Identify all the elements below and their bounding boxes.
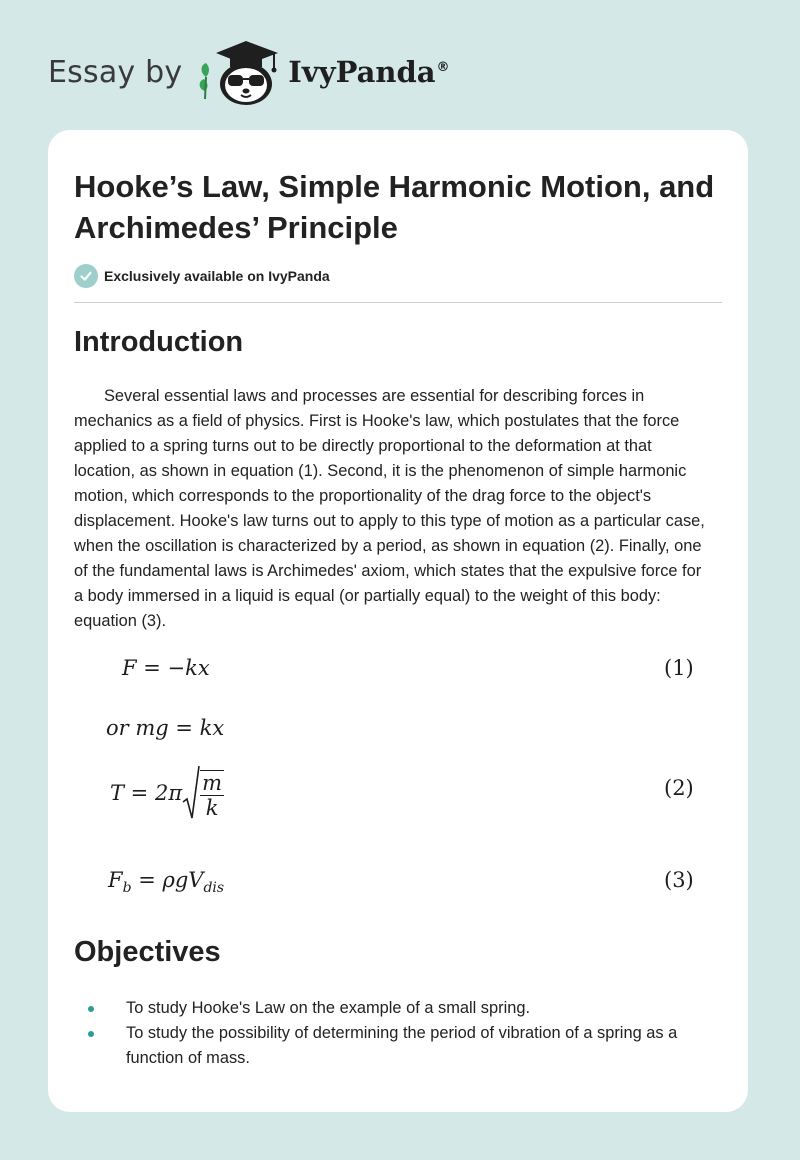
equation-2-numerator: m — [202, 770, 223, 795]
equation-2 — [110, 764, 224, 822]
essay-by-label: Essay by — [48, 54, 183, 90]
equation-2-denominator: k — [205, 795, 219, 820]
check-icon — [74, 264, 98, 288]
objectives-heading: Objectives — [74, 936, 221, 968]
equation-2-fraction — [200, 770, 224, 820]
essay-card — [48, 130, 748, 1112]
exclusive-badge — [74, 264, 330, 288]
bullet-icon — [88, 1031, 94, 1037]
objectives-list — [74, 996, 714, 1071]
list-item: To study the possibility of determining the period of vibration of a spring as a function of mass. — [74, 1021, 714, 1071]
equation-3: $F_b = \rho gV_{dis}$ — [108, 868, 225, 896]
equation-3-number: (3) — [664, 868, 694, 892]
ivypanda-logo[interactable] — [196, 37, 449, 107]
title-divider — [74, 302, 722, 303]
equation-2-number: (2) — [664, 776, 694, 800]
introduction-paragraph: Several essential laws and processes are essential for describing forces in mechanics as a field of physics. First is Hooke's law, which postulates that the force applied to a spring turns out to be directly proportional to the deformation at that location, as shown in equation (1). Second, it is the phenomenon of simple harmonic motion, which corresponds to the proportionality of the drag force to the object's displacement. Hooke's law turns out to apply to this type of motion as a particular case, when the oscillation is characterized by a period, as shown in equation (2). Finally, one of the fundamental laws is Archimedes' axiom, which states that the expulsive force for a body immersed in a liquid is equal (or partially equal) to the weight of this body: equation (3). — [74, 387, 705, 630]
equation-2-lhs: T = 2π — [110, 781, 183, 805]
bullet-icon — [88, 1006, 94, 1012]
site-header — [48, 36, 450, 108]
introduction-heading: Introduction — [74, 326, 244, 358]
equation-1b: or mg = kx — [106, 716, 225, 740]
panda-logo-icon — [196, 37, 282, 107]
sqrt-sign-icon — [182, 764, 200, 822]
list-item: To study Hooke's Law on the example of a small spring. — [74, 996, 714, 1021]
brand-name: IvyPanda® — [288, 55, 450, 89]
exclusive-badge-text: Exclusively available on IvyPanda — [104, 268, 330, 284]
equation-1-number: (1) — [664, 656, 694, 680]
equation-1: F = −kx — [122, 656, 210, 680]
page-title: Hooke’s Law, Simple Harmonic Motion, and Archimedes’ Principle — [74, 169, 715, 245]
equation-2-sqrt — [182, 764, 224, 822]
